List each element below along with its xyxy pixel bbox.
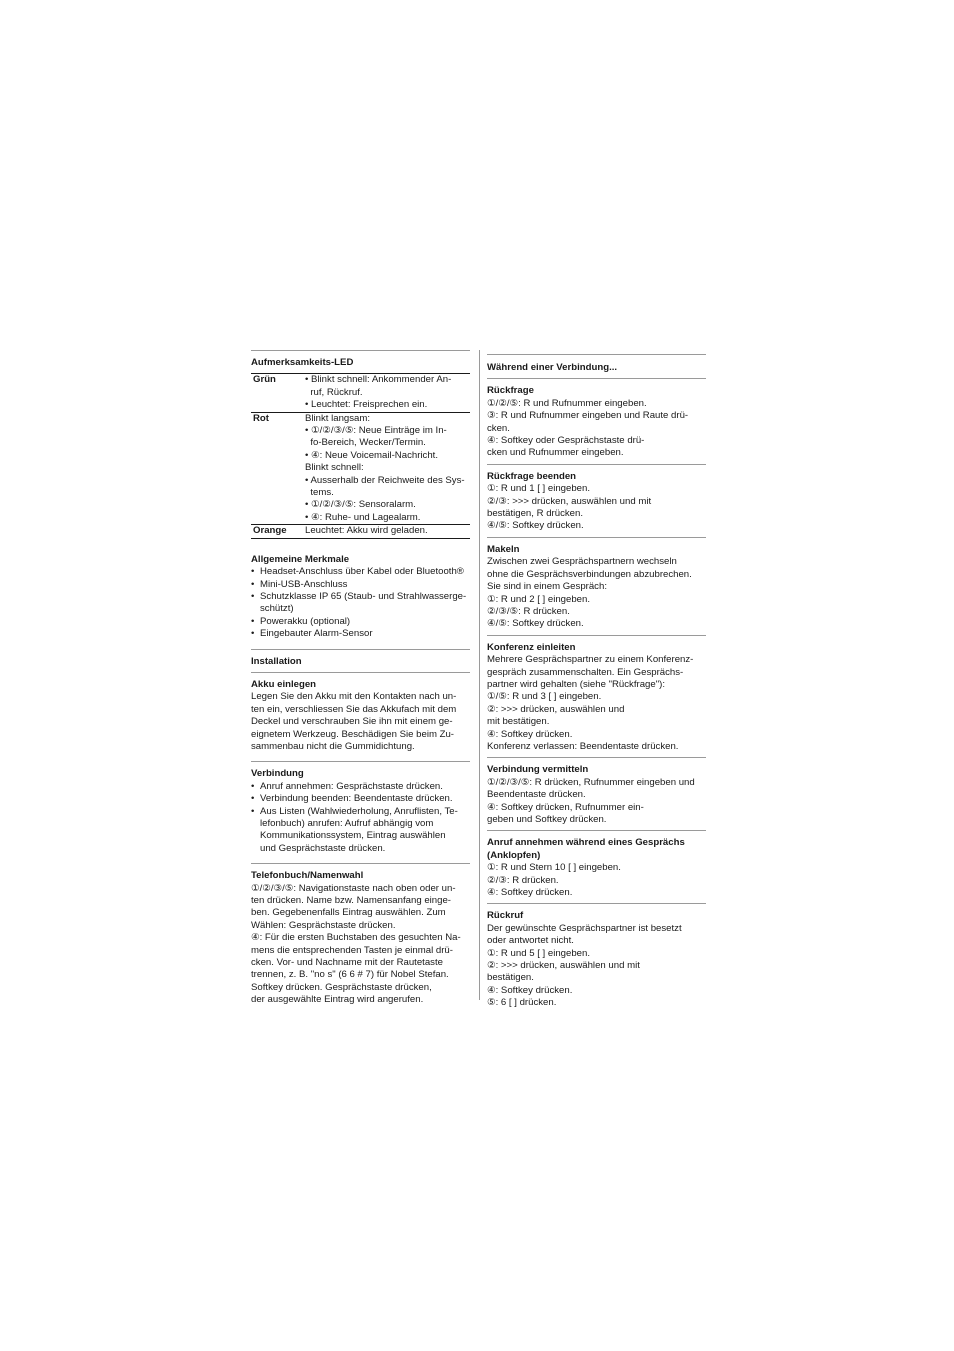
features-section (251, 551, 470, 641)
telefonbuch-section (251, 863, 470, 1006)
list-item: • Powerakku (optional) (251, 616, 470, 628)
anklopfen-section (487, 830, 706, 899)
rueckfrage-text: ①/②/⑤: R und Rufnummer eingeben. ③: R und Rufnummer eingeben und Raute drü- cken. ④: Softkey oder Gesprächstaste drü- cken und Rufnummer eingeben. (487, 397, 689, 459)
rueckfrage-section (487, 378, 706, 459)
led-red-line: • ④: Neue Voicemail-Nachricht. (305, 449, 438, 461)
led-row-orange (251, 525, 470, 538)
led-red-line: • ①/②/③/⑤: Sensoralarm. (305, 499, 416, 511)
led-table (251, 373, 470, 538)
list-item: • Verbindung beenden: Beendentaste drücken. (251, 793, 470, 805)
features-list (251, 566, 470, 640)
telefonbuch-text: ①/②/③/⑤: Navigationstaste nach oben oder un- ten drücken. Name bzw. Namensanfang einge- ben. Gegebenenfalls Eintrag auswählen. Zum Wählen: Gesprächstaste drücken. ④: Für die ersten Buchstaben des gesuchten Na- mens die entsprechenden Tasten je einmal drü- cken. Vor- und Nachname mit der Rautetaste trennen, z. B. "no s" (6 6 # 7) für Nobel Stefan. Softkey drücken. Gesprächstaste drücken, der ausgewählte Eintrag wird angerufen. (251, 882, 461, 1006)
vermitteln-section (487, 757, 706, 826)
rueckfrage-beenden-title: Rückfrage beenden (487, 470, 577, 482)
makeln-text: Zwischen zwei Gesprächspartnern wechseln ohne die Gesprächsverbindungen abzubrechen. Sie sind in einem Gespräch: ①: R und 2 [ ] eingeben. ②/③/⑤: R drücken. ④/⑤: Softkey drücken. (487, 556, 692, 630)
list-item: • Headset-Anschluss über Kabel oder Bluetooth® (251, 566, 470, 578)
rueckruf-title: Rückruf (487, 910, 524, 922)
right-column (487, 354, 706, 1010)
list-item: • Aus Listen (Wahlwiederholung, Anruflisten, Te- lefonbuch) anrufen: Aufruf abhängig vom Kommunikationssystem, Eintrag auswählen und Gesprächstaste drücken. (251, 806, 470, 856)
features-title: Allgemeine Merkmale (251, 553, 350, 565)
led-red-line: • ①/②/③/⑤: Neue Einträge im In- (305, 425, 447, 437)
verbindung-section (251, 761, 470, 855)
akku-section (251, 672, 470, 753)
installation-section (251, 649, 470, 668)
led-red-line: fo-Bereich, Wecker/Termin. (305, 437, 426, 449)
installation-title: Installation (251, 655, 302, 667)
konferenz-title: Konferenz einleiten (487, 641, 576, 653)
led-red-line: Blinkt schnell: (305, 462, 364, 474)
makeln-section (487, 537, 706, 631)
anklopfen-text: ①: R und Stern 10 [ ] eingeben. ②/③: R drücken. ④: Softkey drücken. (487, 862, 621, 899)
led-title: Aufmerksamkeits-LED (251, 357, 354, 368)
vermitteln-title: Verbindung vermitteln (487, 764, 589, 776)
led-red-line: • ④: Ruhe- und Lagealarm. (305, 511, 421, 523)
makeln-title: Makeln (487, 543, 520, 555)
rueckfrage-title: Rückfrage (487, 385, 534, 397)
led-red-line: • Ausserhalb der Reichweite des Sys- (305, 474, 465, 486)
rueckruf-text: Der gewünschte Gesprächspartner ist besetzt oder antwortet nicht. ①: R und 5 [ ] eingeben. ②: >>> drücken, auswählen und mit bestätigen. ④: Softkey drücken. ⑤: 6 [ ] drücken. (487, 922, 682, 1009)
rueckfrage-beenden-text: ①: R und 1 [ ] eingeben. ②/③: >>> drücken, auswählen und mit bestätigen, R drücken. ④/⑤: Softkey drücken. (487, 483, 652, 532)
rueckruf-section (487, 903, 706, 1009)
led-red-line: tems. (305, 487, 334, 499)
rueckfrage-beenden-section (487, 464, 706, 533)
led-red-line: Blinkt langsam: (305, 412, 371, 424)
led-row-green (251, 374, 470, 412)
vermitteln-text: ①/②/③/⑤: R drücken, Rufnummer eingeben und Beendentaste drücken. ④: Softkey drücken, Rufnummer ein- geben und Softkey drücken. (487, 776, 695, 825)
led-section (251, 350, 470, 539)
left-column (251, 350, 470, 1007)
akku-text: Legen Sie den Akku mit den Kontakten nach un- ten ein, verschliessen Sie das Akkufach mit dem Deckel und verschrauben Sie ihn mit einem ge- eignetem Werkzeug. Beschädigen Sie beim Zu- sammenbau nicht die Gummidichtung. (251, 691, 457, 752)
list-item: • Anruf annehmen: Gesprächstaste drücken. (251, 781, 470, 793)
list-item: • Schutzklasse IP 65 (Staub- und Strahlwasserge- schützt) (251, 591, 470, 616)
during-call-header (487, 354, 706, 374)
list-item: • Eingebauter Alarm-Sensor (251, 628, 470, 640)
during-call-title: Während einer Verbindung... (487, 362, 618, 373)
verbindung-list (251, 781, 470, 855)
led-green-line: ruf, Rückruf. (305, 386, 363, 398)
led-green-line: • Leuchtet: Freisprechen ein. (305, 399, 428, 411)
led-row-red (251, 412, 470, 525)
akku-title: Akku einlegen (251, 678, 317, 690)
led-label-red: Rot (253, 412, 269, 424)
led-orange-line: Leuchtet: Akku wird geladen. (305, 525, 428, 537)
konferenz-section (487, 635, 706, 754)
konferenz-text: Mehrere Gesprächspartner zu einem Konferenz- gespräch zusammenschalten. Ein Gesprächs- partner wird gehalten (siehe "Rückfrage"): ①/⑤: R und 3 [ ] eingeben. ②: >>> drücken, auswählen und mit bestätigen. ④: Softkey drücken. Konferenz verlassen: Beendentaste drücken. (487, 654, 694, 752)
telefonbuch-title: Telefonbuch/Namenwahl (251, 870, 364, 882)
anklopfen-title: Anruf annehmen während eines Gesprächs (Anklopfen) (487, 837, 685, 861)
led-label-orange: Orange (253, 525, 287, 537)
led-label-green: Grün (253, 374, 276, 386)
column-divider (479, 350, 480, 1000)
list-item: • Mini-USB-Anschluss (251, 579, 470, 591)
led-green-line: • Blinkt schnell: Ankommender An- (305, 374, 452, 386)
verbindung-title: Verbindung (251, 768, 304, 780)
